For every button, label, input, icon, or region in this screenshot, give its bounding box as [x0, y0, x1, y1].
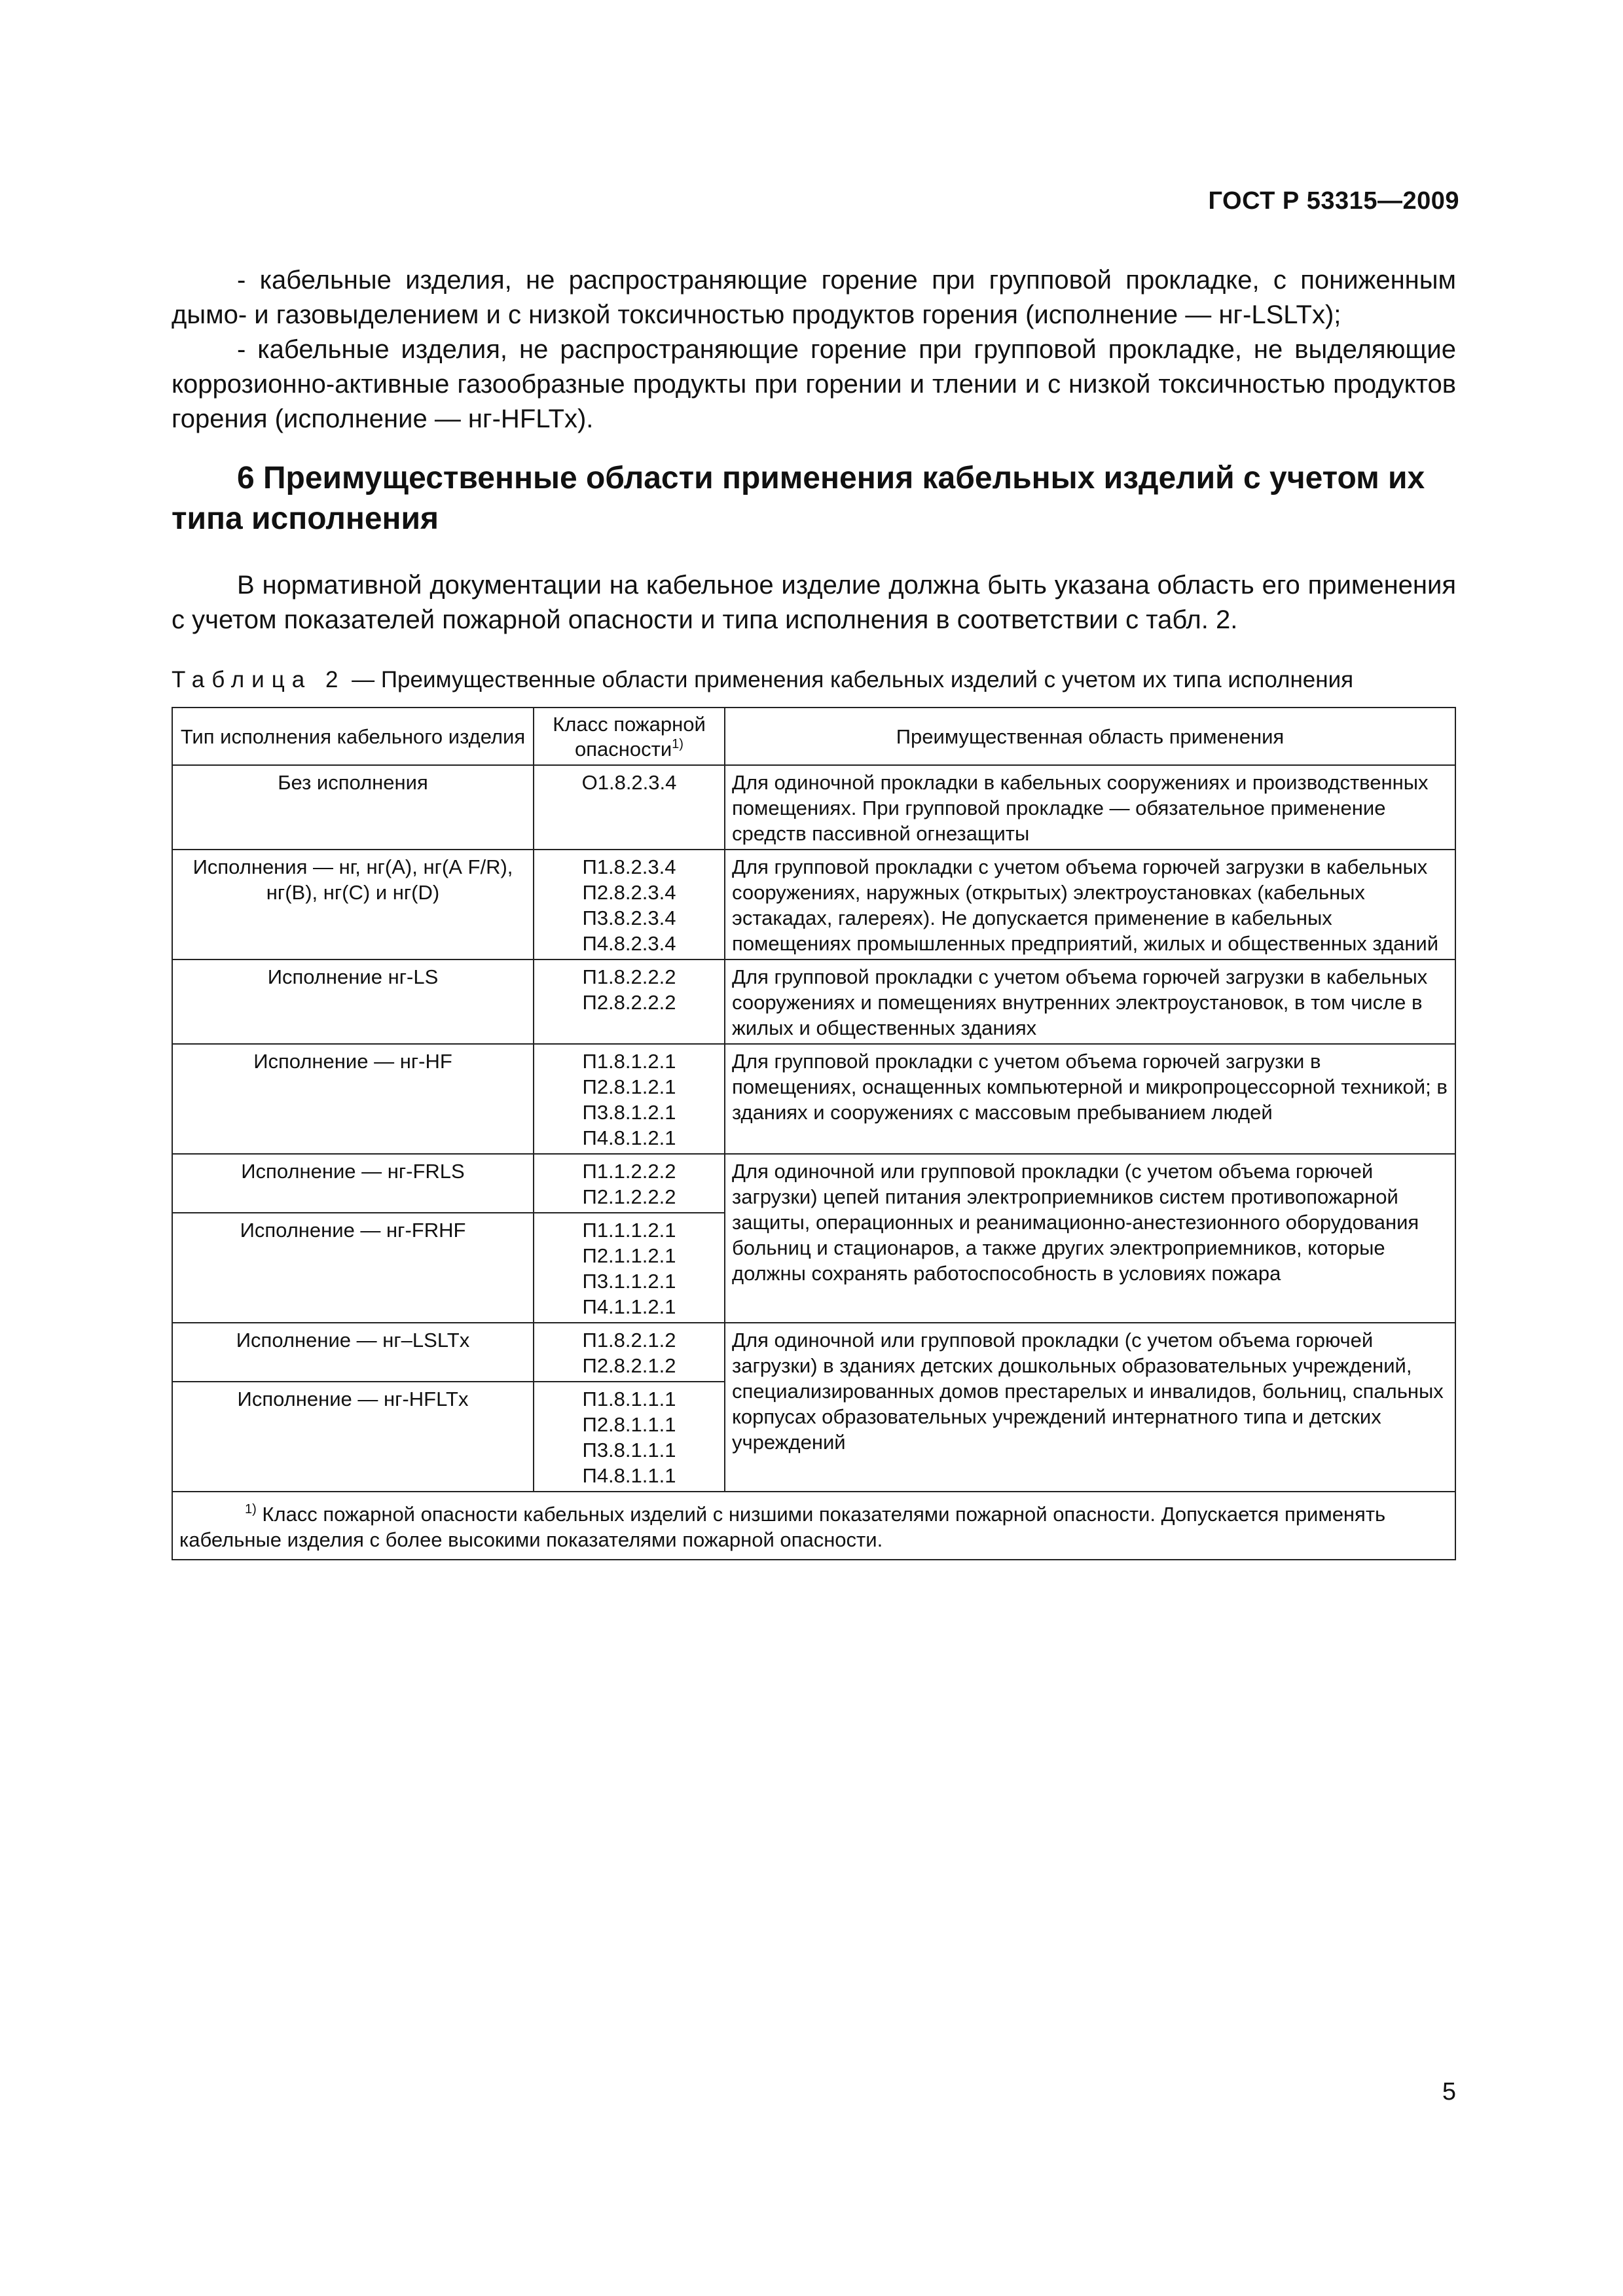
application-areas-table	[172, 707, 1456, 1560]
class-code: П3.8.2.3.4	[582, 906, 676, 929]
header-type: Тип исполнения кабельного изделия	[172, 708, 534, 765]
cell-type: Исполнение — нг–LSLTx	[172, 1323, 534, 1382]
class-code: П3.1.1.2.1	[582, 1270, 676, 1293]
cell-classes	[534, 1323, 725, 1382]
cell-area-merged: Для одиночной или групповой прокладки (с учетом объема горючей загрузки) в зданиях детских дошкольных образовательных учреждений, специализированных домов престарелых и инвалидов, больниц, спальных корпусах образовательных учреждений интернатного типа и детских учреждений	[725, 1323, 1455, 1492]
class-code: П2.8.1.2.1	[582, 1075, 676, 1098]
table-caption-text: — Преимущественные области применения кабельных изделий с учетом их типа исполнения	[345, 667, 1354, 692]
class-code: П3.8.1.1.1	[582, 1439, 676, 1462]
header-area: Преимущественная область применения	[725, 708, 1455, 765]
class-code: П2.8.2.3.4	[582, 881, 676, 904]
intro-text: В нормативной документации на кабельное изделие должна быть указана область его применения с учетом показателей пожарной опасности и типа исполнения в соответствии с табл. 2.	[172, 571, 1456, 634]
class-code: П1.8.2.3.4	[582, 855, 676, 878]
class-code: П1.8.2.1.2	[582, 1329, 676, 1352]
section-intro-paragraph	[172, 568, 1456, 637]
header-class-footnote-mark: 1)	[672, 737, 684, 751]
header-class-text: Класс пожарной опасности	[553, 713, 706, 761]
document-id-header: ГОСТ Р 53315—2009	[1208, 187, 1459, 215]
cell-classes	[534, 1382, 725, 1492]
class-code: П4.8.2.3.4	[582, 932, 676, 955]
cell-type: Без исполнения	[172, 765, 534, 850]
class-code: П4.8.1.2.1	[582, 1126, 676, 1149]
table-row	[172, 850, 1455, 960]
header-class	[534, 708, 725, 765]
class-code: П2.8.1.1.1	[582, 1413, 676, 1436]
cell-classes	[534, 765, 725, 850]
class-code: П2.1.1.2.1	[582, 1244, 676, 1267]
cell-type: Исполнение — нг-HFLTx	[172, 1382, 534, 1492]
cell-type: Исполнение нг-LS	[172, 960, 534, 1044]
class-code: П3.8.1.2.1	[582, 1101, 676, 1124]
footnote-text: Класс пожарной опасности кабельных изделий с низшими показателями пожарной опасности. Допускается применять кабельные изделия с более высокими показателями пожарной опасности.	[179, 1503, 1386, 1551]
cell-type: Исполнения — нг, нг(А), нг(А F/R), нг(В), нг(С) и нг(D)	[172, 850, 534, 960]
footnote-mark: 1)	[245, 1502, 257, 1516]
class-code: П2.8.2.1.2	[582, 1354, 676, 1377]
cell-classes	[534, 850, 725, 960]
class-code: П1.8.2.2.2	[582, 965, 676, 988]
class-code: П4.8.1.1.1	[582, 1464, 676, 1487]
cell-type: Исполнение — нг-FRHF	[172, 1213, 534, 1323]
table-row	[172, 1323, 1455, 1382]
table-caption	[172, 667, 1468, 693]
bullet-paragraph-lsltx: - кабельные изделия, не распространяющие горение при групповой прокладке, с пониженным дымо- и газовыделением и с низкой токсичностью продуктов горения (исполнение — нг-LSLTx);	[172, 266, 1456, 329]
class-code: П1.8.1.1.1	[582, 1388, 676, 1410]
class-code: П2.8.2.2.2	[582, 991, 676, 1014]
class-code: П1.1.1.2.1	[582, 1219, 676, 1242]
class-code: О1.8.2.3.4	[581, 771, 677, 794]
bullet-paragraph-hfltx: - кабельные изделия, не распространяющие горение при групповой прокладке, не выделяющие коррозионно-активные газообразные продукты при горении и тлении и с низкой токсичностью продуктов горения (исполнение — нг-HFLTx).	[172, 335, 1456, 433]
cell-classes	[534, 1213, 725, 1323]
class-code: П4.1.1.2.1	[582, 1295, 676, 1318]
cell-area: Для групповой прокладки с учетом объема горючей загрузки в помещениях, оснащенных компьютерной и микропроцессорной техникой; в зданиях и сооружениях с массовым пребыванием людей	[725, 1044, 1455, 1154]
page-number: 5	[1442, 2078, 1456, 2106]
table-row	[172, 765, 1455, 850]
class-code: П1.8.1.2.1	[582, 1050, 676, 1073]
class-code: П1.1.2.2.2	[582, 1160, 676, 1183]
class-code: П2.1.2.2.2	[582, 1185, 676, 1208]
cell-classes	[534, 1044, 725, 1154]
table-header-row	[172, 708, 1455, 765]
cell-type: Исполнение — нг-FRLS	[172, 1154, 534, 1213]
table-footnote	[172, 1492, 1455, 1560]
cell-area: Для групповой прокладки с учетом объема горючей загрузки в кабельных сооружениях, наружных (открытых) электроустановках (кабельных эстакадах, галереях). Не допускается применение в кабельных помещениях промышленных предприятий, жилых и общественных зданий	[725, 850, 1455, 960]
table-row	[172, 1154, 1455, 1213]
table-footnote-row	[172, 1492, 1455, 1560]
table-caption-label: Таблица 2	[172, 667, 346, 692]
cell-classes	[534, 960, 725, 1044]
cell-area-merged: Для одиночной или групповой прокладки (с учетом объема горючей загрузки) цепей питания электроприемников систем противопожарной защиты, операционных и реанимационно-анестезионного оборудования больниц и стационаров, а также других электроприемников, которые должны сохранять работоспособность в условиях пожара	[725, 1154, 1455, 1323]
section-heading: 6 Преимущественные области применения кабельных изделий с учетом их типа исполнения	[172, 461, 1425, 536]
bullet-list	[172, 263, 1456, 437]
cell-area: Для групповой прокладки с учетом объема горючей загрузки в кабельных сооружениях и помещениях внутренних электроустановок, в том числе в жилых и общественных зданиях	[725, 960, 1455, 1044]
table-row	[172, 960, 1455, 1044]
cell-classes	[534, 1154, 725, 1213]
cell-area: Для одиночной прокладки в кабельных сооружениях и производственных помещениях. При групповой прокладке — обязательное применение средств пассивной огнезащиты	[725, 765, 1455, 850]
cell-type: Исполнение — нг-HF	[172, 1044, 534, 1154]
table-row	[172, 1044, 1455, 1154]
